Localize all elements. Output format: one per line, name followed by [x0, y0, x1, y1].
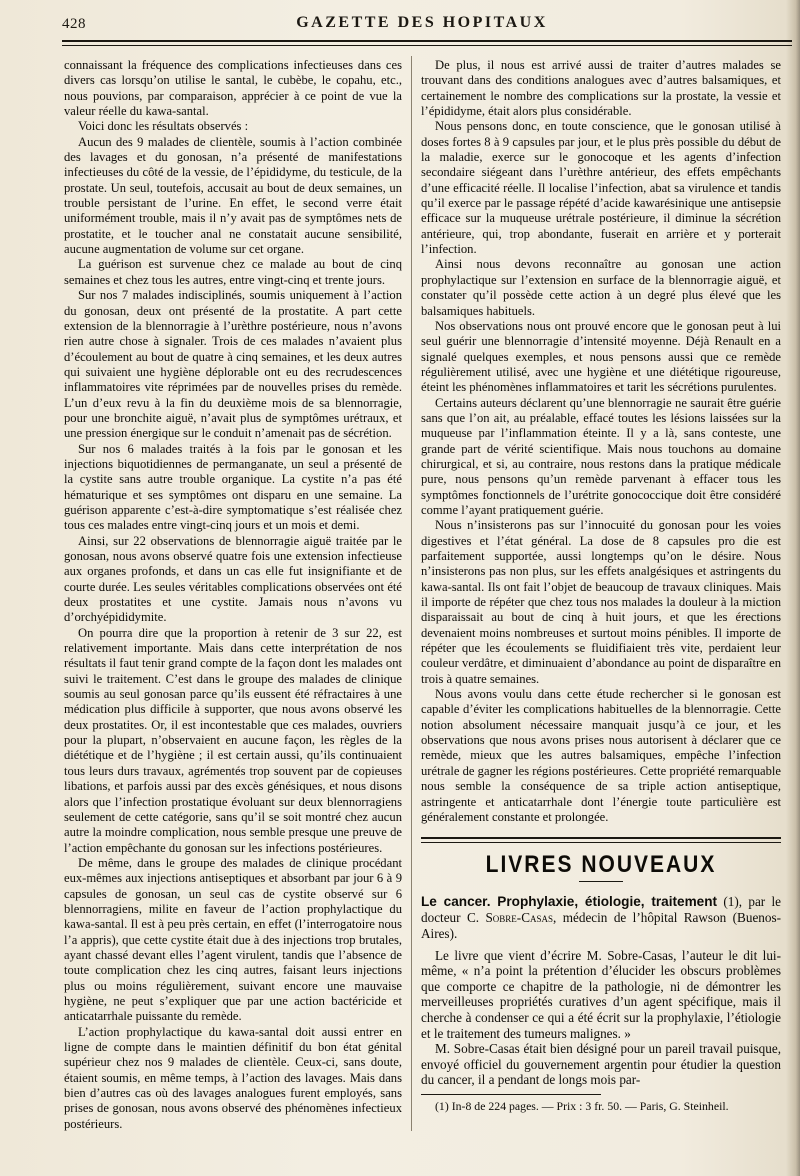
- paragraph: Sur nos 6 malades traités à la fois par le gonosan et les injections biquotidiennes de permanganate, un seul a présenté de la cystite sans autre trouble organique. La cystite n’a pas été hématurique et ses symptômes ont disparu en une semaine. La guérison apparente c’est-à-dire symptomatique s’est réalisée chez tous ces malades entre vingt-cinq jours et un mois et demi.: [64, 441, 402, 533]
- paragraph: Certains auteurs déclarent qu’une blennorragie ne saurait être guérie sans que l’on ait, au préalable, effacé toutes les lésions laissées sur la muqueuse par l’inflammation éteinte. Il y a là, sans conteste, une grande part de vérité scientifique. Mais nous touchons au domaine chirurgical, et si, au contraire, nous restons dans la pratique médicale pure, nous pensons qu’un remède parvenant à effacer tous les symptômes fonctionnels de l’urétrite gonococcique doit être considéré comme l’ayant pratiquement guérie.: [421, 395, 781, 517]
- paragraph: Aucun des 9 malades de clientèle, soumis à l’action combinée des lavages et du gonosan, n’a présenté de manifestations infectieuses du côté de la vessie, de l’épididyme, du testicule, de la prostate. Un seul, toutefois, accusait au bout de deux semaines, un trouble persistant de l’urine. En effet, le second verre était uniformément trouble, mais il n’y avait pas de symptômes nets de prostatite, et le toucher anal ne constatait aucune sensibilité, aucune augmentation de volume sur cet organe.: [64, 134, 402, 257]
- page-number: 428: [62, 16, 86, 32]
- paragraph: Ainsi, sur 22 observations de blennorragie aiguë traitée par le gonosan, nous avons observé quatre fois une extension infectieuse aux organes profonds, et dans un cas elle fut insignifiante et de courte durée. Les seules véritables complications observées ont été deux prostatites et une cystite. Jamais nous n’avons vu d’orchyépididymite.: [64, 533, 402, 625]
- author-affiliation: médecin de l’hôpital Rawson (Buenos-Aires).: [421, 909, 782, 941]
- paragraph: On pourra dire que la proportion à retenir de 3 sur 22, est relativement importante. Mais dans cette interprétation de nos résultats il faut tenir grand compte de la façon dont les malades ont suivi le traitement. C’est dans le groupe des malades de clinique soumis au seul gonosan parce qu’ils eussent été réfractaires à une médication plus difficile à supporter, que nous avons observé les deux prostatites. Or, il est incontestable que ces malades, ouvriers pour la plupart, n’observaient en aucune façon, les règles de la diététique et de l’hygiène ; il est certain aussi, qu’ils continuaient tous leurs durs travaux, agrémentés trop souvent par de copieuses libations, et parfois aussi par des excès génésiques, et nous disons alors que l’infection prostatique évoluant sur deux blennorragiens seulement de cette catégorie, sans qu’il se soit montré chez aucun autre la moindre complication, nous semble presque une preuve de l’action empêchante du gonosan sur les infections postérieures.: [64, 625, 402, 855]
- paragraph: La guérison est survenue chez ce malade au bout de cinq semaines et chez tous les autres, entre vingt-cinq et trente jours.: [64, 257, 402, 287]
- journal-title: GAZETTE DES HOPITAUX: [296, 14, 548, 31]
- page-header: [62, 14, 782, 38]
- author-intro: par le docteur C.: [421, 893, 781, 925]
- header-rule-thin: [62, 45, 792, 46]
- section-title: LIVRES NOUVEAUX: [485, 851, 717, 878]
- footnote-rule: [421, 1094, 601, 1095]
- paragraph: Ainsi nous devons reconnaître au gonosan une action prophylactique sur l’extension en surface de la blennorragie aiguë, et constater qu’il possède cette action à un degré plus élevé que les balsamiques habituels.: [421, 257, 781, 318]
- paragraph: Voici donc les résultats observés :: [78, 119, 249, 134]
- paragraph: L’action prophylactique du kawa-santal doit aussi entrer en ligne de compte dans le maintien définitif du bon état génital supérieur chez nos 9 malades de clientèle. Ceux-ci, sans doute, étaient soumis, en même temps, à l’action des lavages. Mais dans bien d’autres cas où des lavages analogues furent employés, sans prises de gonosan, nous avons observé des phénomènes infectieux postérieurs.: [64, 1024, 402, 1131]
- left-column: [64, 58, 402, 1132]
- review-heading: [421, 894, 781, 942]
- review-paragraph: Le livre que vient d’écrire M. Sobre-Casas, l’auteur le dit lui-même, « n’a point la prétention d’élucider les obscurs problèmes que comporte ce chapitre de la pathologie, ni de démontrer les merveilleuses propriétés curatives d’un agent spécifique, mais il cherche à condenser ce qui a été écrit sur la prophylaxie, l’étiologie et le traitement des tumeurs malignes. »: [421, 947, 781, 1041]
- right-column: [421, 58, 781, 1113]
- review-paragraph: M. Sobre-Casas était bien désigné pour un pareil travail puisque, envoyé officiel du gouvernement argentin pour étudier la question du cancer, il a pendant de longs mois par-: [421, 1041, 781, 1088]
- author-name: Sobre-Casas,: [485, 909, 557, 925]
- paragraph: De même, dans le groupe des malades de clinique procédant eux-mêmes aux injections antiseptiques et absorbant par jour 6 à 9 capsules de gonosan, un seul cas de cystite observé sur 6 blennorragiens, milite en faveur de l’action prophylactique du kawa-santal. Il est à peu près certain, en effet (l’interrogatoire nous l’a appris), que cette cystite était due à des injections trop brutales, ayant chassé devant elles l’agent virulent, tandis que l’absence de toute complication chez les cinq autres, faisant leurs injections plus ou moins régulièrement, suivant encore une mauvaise hygiène, ne peut s’expliquer que par une action bactéricide et anticatarrhale puissante du remède.: [64, 855, 402, 1024]
- page-edge-shadow: [786, 0, 800, 1176]
- paragraph: Nous pensons donc, en toute conscience, que le gonosan utilisé à doses fortes 8 à 9 capsules par jour, et le plus près possible du début de la maladie, exerce sur le gonocoque et les agents d’infection secondaire siégeant dans l’urèthre antérieur, des effets empêchants d’une efficacité réelle. Il localise l’infection, abat sa virulence et tandis qu’il exerce par le passage répété d’acide kawarésinique une antisepsie efficace sur la muqueuse urétrale postérieure, il diminue la sécrétion antérieure, qui, trop abondante, fuserait en arrière et y porterait l’infection.: [421, 119, 781, 257]
- column-divider: [411, 56, 412, 1131]
- paragraph: Nous avons voulu dans cette étude rechercher si le gonosan est capable d’éviter les complications habituelles de la blennorragie. Cette notion absolument nécessaire manquait jusqu’à ce jour, et les observations que nous avons prises nous autorisent à déclarer que ce remède, mieux que les autres balsamiques, empêche l’infection urétrale de gagner les régions postérieures. Cette propriété remarquable nous semble la conséquence de sa triple action antiseptique, astringente et anticatarrhale dont l’énergie toute particulière est généralement constante et prolongée.: [421, 687, 781, 824]
- paragraph: Nos observations nous ont prouvé encore que le gonosan peut à lui seul guérir une blennorragie d’intensité moyenne. Déjà Renault en a signalé quelques exemples, et nous pensons aussi que ce remède régulièrement utilisé, avec une hygiène et une diététique rigoureuse, éteint les phénomènes inflammatoires et tarit les sécrétions purulentes.: [421, 318, 781, 395]
- book-title: Le cancer. Prophylaxie, étiologie, traitement: [421, 893, 718, 909]
- section-title-underline: [579, 881, 623, 882]
- section-rule: [421, 837, 781, 839]
- section-rule-thin: [421, 842, 781, 843]
- paragraph: connaissant la fréquence des complications infectieuses dans ces divers cas lorsqu’on utilise le santal, le cubèbe, le copahu, etc., nous pouvions, par comparaison, apprécier à ce point de vue la valeur réelle du kawa-santal.: [64, 58, 402, 119]
- footnote: (1) In-8 de 224 pages. — Prix : 3 fr. 50. — Paris, G. Steinheil.: [435, 1098, 729, 1113]
- header-rule: [62, 40, 792, 42]
- footnote-reference: (1),: [723, 893, 743, 909]
- paragraph: Sur nos 7 malades indisciplinés, soumis uniquement à l’action du gonosan, deux ont présenté de la prostatite. A part cette extension de la blennorragie à l’urèthre postérieure, nous n’avons rien autre chose à signaler. Trois de ces malades n’avaient plus d’écoulement au bout de quatre à cinq semaines, et les deux autres qui suivaient une hygiène déplorable ont eu des recrudescences inflammatoires vite réprimées par de nouvelles prises du remède. L’un d’eux revu à la fin du deuxième mois de sa blennorragie, pour une bronchite aiguë, n’avait plus de symptômes urétraux, et une pression énergique sur le conduit n’amenait pas de sécrétion.: [64, 288, 402, 441]
- paragraph: Nous n’insisterons pas sur l’innocuité du gonosan pour les voies digestives et l’état général. La dose de 8 capsules pro die est parfaitement supportée, aussi longtemps qu’on le désire. Nous n’insisterons pas non plus, sur les effets analgésiques et astringents du kawa-santal. Ils ont fait l’objet de beaucoup de travaux cliniques. Mais il importe de répéter que chez tous nos malades la douleur à la miction disparaissait au bout de cinq à huit jours, et que les érections devenaient moins nombreuses et surtout moins pénibles. Il importe de répéter que les écoulements se fluidifiaient très vite, perdaient leur couleur verdâtre, et diminuaient d’abondance au point de disparaître en trois à quatre semaines.: [421, 518, 781, 686]
- paragraph: De plus, il nous est arrivé aussi de traiter d’autres malades se trouvant dans des conditions analogues avec d’autres balsamiques, et certainement le nombre des complications sur la prostate, la vessie et l’épididyme, était alors plus considérable.: [421, 58, 781, 119]
